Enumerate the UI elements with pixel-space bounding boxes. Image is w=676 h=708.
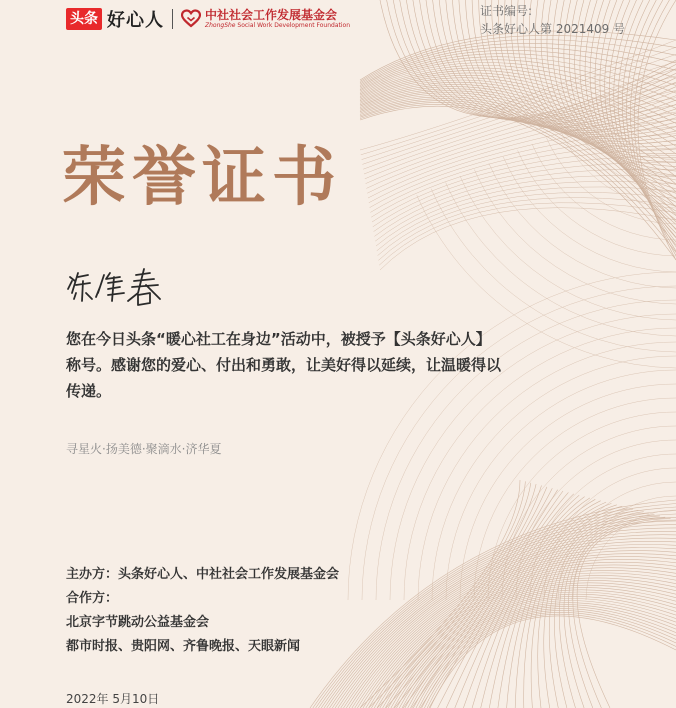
motto: 寻星火·扬美德·聚滴水·济华夏 bbox=[66, 442, 222, 456]
organizers bbox=[66, 563, 339, 659]
logo-divider bbox=[172, 9, 173, 29]
header-logos bbox=[66, 6, 350, 32]
certificate-number bbox=[480, 2, 625, 38]
citation-line-3: 传递。 bbox=[66, 382, 112, 400]
zhongshe-name-cn: 中社社会工作发展基金会 bbox=[205, 8, 338, 22]
partner-label: 合作方： bbox=[66, 591, 119, 606]
partner-1: 北京字节跳动公益基金会 bbox=[66, 615, 210, 630]
certificate-number-label: 证书编号: bbox=[480, 4, 533, 18]
zhongshe-logo bbox=[181, 8, 350, 30]
heart-icon bbox=[181, 9, 201, 29]
citation-line-1: 您在今日头条“暖心社工在身边”活动中，被授予【头条好心人】 bbox=[66, 330, 491, 348]
zhongshe-name-en: ZhongShe Social Work Development Foundation bbox=[205, 22, 350, 29]
certificate-title: 荣誉证书 bbox=[62, 140, 342, 215]
citation-line-2: 称号。感谢您的爱心、付出和勇敢，让美好得以延续，让温暖得以 bbox=[66, 356, 502, 374]
partner-2: 都市时报、贵阳网、齐鲁晚报、天眼新闻 bbox=[66, 639, 301, 654]
issue-date: 2022年 5月10日 bbox=[66, 692, 160, 706]
toutiao-logo: 头条 bbox=[66, 8, 102, 30]
host-organizers: 主办方：头条好心人、中社社会工作发展基金会 bbox=[66, 567, 340, 582]
haoxinren-logo-text: 好心人 bbox=[107, 10, 164, 31]
recipient-signature bbox=[66, 263, 166, 311]
certificate-number-value: 头条好心人第 2021409 号 bbox=[480, 22, 626, 36]
citation-text bbox=[66, 326, 536, 404]
